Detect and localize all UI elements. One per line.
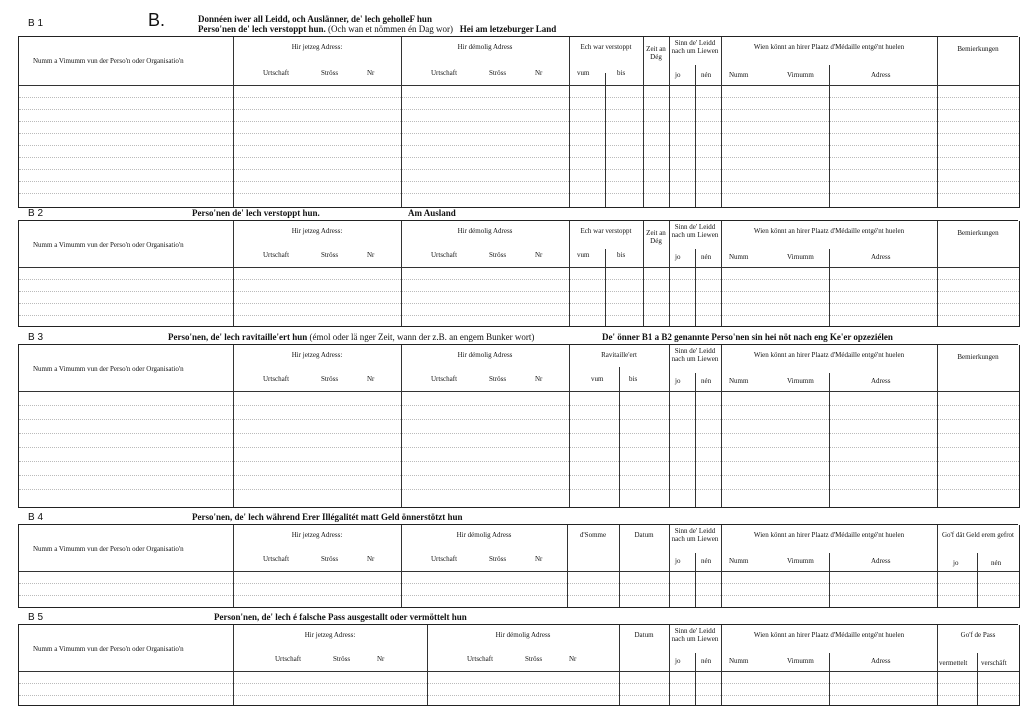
ortschaft-label: Urtschaft bbox=[275, 655, 302, 663]
ortschaft-label: Urtschaft bbox=[263, 375, 290, 383]
row-line bbox=[19, 157, 1019, 158]
section-subtitle bbox=[198, 24, 556, 34]
stross-label: Ströss bbox=[321, 375, 339, 383]
row-line bbox=[19, 695, 1019, 696]
nr-label: Nr bbox=[367, 375, 375, 383]
col-divider bbox=[829, 373, 830, 507]
current-address-header: Hir jetzeg Adress: bbox=[304, 631, 356, 639]
from-label: vum bbox=[577, 69, 590, 77]
previous-address-header: Hir démolig Adress bbox=[457, 351, 513, 359]
row-line bbox=[19, 97, 1019, 98]
col-divider bbox=[829, 553, 830, 607]
firstname-label: Virnumm bbox=[787, 657, 814, 665]
section-b1-header bbox=[18, 10, 1018, 37]
table-b3 bbox=[18, 345, 1020, 508]
surname-label: Numm bbox=[729, 71, 749, 79]
alive-header: Sinn de' Leidd nach um Liewen bbox=[671, 347, 719, 363]
previous-address-header: Hir démolig Adress bbox=[495, 631, 551, 639]
section-note: De' önner B1 a B2 genannte Perso'nen sin hei nöt nach eng Ke'er opzeziélen bbox=[602, 332, 893, 342]
money-returned-header: Go'f dät Geld erem gefrot bbox=[941, 531, 1014, 539]
from-label: vum bbox=[577, 251, 590, 259]
stross-label: Ströss bbox=[321, 555, 339, 563]
ortschaft-label: Urtschaft bbox=[431, 375, 458, 383]
section-b5-header bbox=[18, 610, 1018, 625]
yes-label: jo bbox=[675, 377, 681, 385]
yes-label: jo bbox=[675, 657, 681, 665]
to-label: bis bbox=[629, 375, 638, 383]
row-line bbox=[19, 169, 1019, 170]
previous-address-header: Hir démolig Adress bbox=[457, 43, 513, 51]
stross-label: Ströss bbox=[333, 655, 351, 663]
ortschaft-label: Urtschaft bbox=[263, 251, 290, 259]
stross-label: Ströss bbox=[489, 375, 507, 383]
section-label: B 4 bbox=[28, 512, 44, 523]
row-line bbox=[19, 109, 1019, 110]
address-label: Adress bbox=[871, 71, 891, 79]
row-line bbox=[19, 489, 1019, 490]
no-label: nén bbox=[701, 657, 712, 665]
passport-header: Go'f de Pass bbox=[960, 631, 996, 639]
current-address-header: Hir jetzeg Adress: bbox=[291, 531, 343, 539]
col-divider bbox=[619, 367, 620, 507]
hidden-header: Ech war verstoppt bbox=[580, 227, 632, 235]
yes-label: jo bbox=[953, 559, 959, 567]
no-label: nén bbox=[991, 559, 1002, 567]
col-divider bbox=[721, 625, 722, 705]
section-b1 bbox=[18, 10, 1018, 208]
alive-header: Sinn de' Leidd nach um Liewen bbox=[671, 223, 719, 239]
row-line bbox=[19, 121, 1019, 122]
current-address-header: Hir jetzeg Adress: bbox=[291, 43, 343, 51]
section-title: Perso'nen, de' lech während Erer Illégalitét matt Geld önnerstötzt hun bbox=[192, 512, 463, 522]
current-address-header: Hir jetzeg Adress: bbox=[291, 227, 343, 235]
section-b4 bbox=[18, 510, 1018, 608]
section-b3-header bbox=[18, 330, 1018, 345]
nr-label: Nr bbox=[367, 555, 375, 563]
section-title: Donnéen iwer all Leidd, och Auslänner, de' lech geholleF hun bbox=[198, 14, 432, 24]
section-location: Am Ausland bbox=[408, 208, 456, 218]
row-line bbox=[19, 419, 1019, 420]
surname-label: Numm bbox=[729, 557, 749, 565]
table-b5 bbox=[18, 625, 1020, 706]
subtitle-location: Hei am letzeburger Land bbox=[459, 24, 557, 34]
stross-label: Ströss bbox=[321, 251, 339, 259]
hidden-header: Ech war verstoppt bbox=[580, 43, 632, 51]
nr-label: Nr bbox=[377, 655, 385, 663]
col-divider bbox=[569, 345, 570, 507]
alive-header: Sinn de' Leidd nach um Liewen bbox=[671, 627, 719, 643]
row-line bbox=[19, 279, 1019, 280]
to-label: bis bbox=[617, 69, 626, 77]
remarks-header: Bemierkungen bbox=[957, 45, 999, 53]
no-label: nén bbox=[701, 377, 712, 385]
col-divider bbox=[695, 373, 696, 507]
col-divider bbox=[829, 65, 830, 207]
section-title: Perso'nen de' lech verstoppt hun. bbox=[192, 208, 320, 218]
firstname-label: Virnumm bbox=[787, 377, 814, 385]
row-line bbox=[19, 303, 1019, 304]
ortschaft-label: Urtschaft bbox=[467, 655, 494, 663]
medal-header: Wien könnt an hirer Plaatz d'Médaille entgé'nt huelen bbox=[753, 351, 905, 359]
surname-label: Numm bbox=[729, 253, 749, 261]
medal-header: Wien könnt an hirer Plaatz d'Médaille entgé'nt huelen bbox=[753, 631, 905, 639]
section-label: B 2 bbox=[28, 208, 44, 219]
table-b2 bbox=[18, 221, 1020, 327]
subtitle-part: Perso'nen de' lech verstoppt hun. bbox=[198, 24, 326, 34]
stross-label: Ströss bbox=[489, 69, 507, 77]
yes-label: jo bbox=[675, 71, 681, 79]
table-b1 bbox=[18, 37, 1020, 208]
nr-label: Nr bbox=[535, 69, 543, 77]
medal-header: Wien könnt an hirer Plaatz d'Médaille entgé'nt huelen bbox=[753, 531, 905, 539]
row-line bbox=[19, 475, 1019, 476]
subtitle-note: (Och wan et nömmen én Dag wor) bbox=[328, 24, 453, 34]
sum-header: d'Somme bbox=[579, 531, 607, 539]
section-b4-header bbox=[18, 510, 1018, 525]
section-b2-header bbox=[18, 206, 1018, 221]
nr-label: Nr bbox=[535, 251, 543, 259]
name-column-header: Numm a Vimumm vun der Perso'n oder Organisatio'n bbox=[33, 57, 184, 65]
remarks-header: Bemierkungen bbox=[957, 229, 999, 237]
mediated-label: vermettelt bbox=[939, 659, 968, 667]
date-header: Datum bbox=[634, 531, 654, 539]
section-title: Person'nen, de' lech é falsche Pass ausgestallt oder vermöttelt hun bbox=[214, 612, 467, 622]
stross-label: Ströss bbox=[489, 555, 507, 563]
row-line bbox=[19, 683, 1019, 684]
nr-label: Nr bbox=[569, 655, 577, 663]
alive-header: Sinn de' Leidd nach um Liewen bbox=[671, 527, 719, 543]
to-label: bis bbox=[617, 251, 626, 259]
surname-label: Numm bbox=[729, 657, 749, 665]
time-days-header: Zeit an Dég bbox=[646, 229, 666, 245]
col-divider bbox=[721, 221, 722, 326]
section-b5 bbox=[18, 610, 1018, 706]
medal-header: Wien könnt an hirer Plaatz d'Médaille entgé'nt huelen bbox=[753, 43, 905, 51]
row-line bbox=[19, 315, 1019, 316]
col-divider bbox=[401, 345, 402, 507]
nr-label: Nr bbox=[367, 69, 375, 77]
row-line bbox=[19, 133, 1019, 134]
title-note: (émol oder lä nger Zeit, wann der z.B. an engem Bunker wort) bbox=[309, 332, 535, 342]
col-divider bbox=[401, 221, 402, 326]
yes-label: jo bbox=[675, 557, 681, 565]
previous-address-header: Hir démolig Adress bbox=[457, 227, 513, 235]
col-divider bbox=[233, 345, 234, 507]
row-line bbox=[19, 145, 1019, 146]
row-line bbox=[19, 447, 1019, 448]
section-label: B 3 bbox=[28, 332, 44, 343]
previous-address-header: Hir démolig Adress bbox=[456, 531, 512, 539]
col-divider bbox=[721, 345, 722, 507]
alive-header: Sinn de' Leidd nach um Liewen bbox=[671, 39, 719, 55]
name-column-header: Numm a Vimumm vun der Perso'n oder Organisatio'n bbox=[33, 645, 184, 653]
firstname-label: Virnumm bbox=[787, 71, 814, 79]
surname-label: Numm bbox=[729, 377, 749, 385]
row-line bbox=[19, 595, 1019, 596]
address-label: Adress bbox=[871, 253, 891, 261]
row-line bbox=[19, 405, 1019, 406]
section-b2 bbox=[18, 206, 1018, 328]
col-divider bbox=[829, 653, 830, 705]
time-days-header: Zeit an Dég bbox=[646, 45, 666, 61]
date-header: Datum bbox=[634, 631, 654, 639]
col-divider bbox=[233, 221, 234, 326]
ortschaft-label: Urtschaft bbox=[431, 69, 458, 77]
nr-label: Nr bbox=[535, 375, 543, 383]
col-divider bbox=[569, 221, 570, 326]
section-label: B 5 bbox=[28, 612, 44, 623]
name-column-header: Numm a Vimumm vun der Perso'n oder Organisatio'n bbox=[33, 545, 184, 553]
address-label: Adress bbox=[871, 657, 891, 665]
row-line bbox=[19, 181, 1019, 182]
no-label: nén bbox=[701, 71, 712, 79]
medal-header: Wien könnt an hirer Plaatz d'Médaille entgé'nt huelen bbox=[753, 227, 905, 235]
col-divider bbox=[669, 345, 670, 507]
no-label: nén bbox=[701, 253, 712, 261]
address-label: Adress bbox=[871, 377, 891, 385]
col-divider bbox=[695, 65, 696, 207]
stross-label: Ströss bbox=[321, 69, 339, 77]
firstname-label: Virnumm bbox=[787, 253, 814, 261]
row-line bbox=[19, 193, 1019, 194]
row-line bbox=[19, 291, 1019, 292]
remarks-header: Bemierkungen bbox=[957, 353, 999, 361]
section-label: B 1 bbox=[28, 18, 44, 29]
row-line bbox=[19, 461, 1019, 462]
yes-label: jo bbox=[675, 253, 681, 261]
col-divider bbox=[695, 553, 696, 607]
row-line bbox=[19, 583, 1019, 584]
nr-label: Nr bbox=[367, 251, 375, 259]
provided-label: verschäft bbox=[981, 659, 1007, 667]
name-column-header: Numm a Vimumm vun der Perso'n oder Organisatio'n bbox=[33, 365, 184, 373]
ravitaillert-header: Ravitaille'ert bbox=[601, 351, 637, 359]
stross-label: Ströss bbox=[525, 655, 543, 663]
section-letter: B. bbox=[148, 10, 166, 30]
name-column-header: Numm a Vimumm vun der Perso'n oder Organisatio'n bbox=[33, 241, 184, 249]
nr-label: Nr bbox=[535, 555, 543, 563]
ortschaft-label: Urtschaft bbox=[431, 251, 458, 259]
table-b4 bbox=[18, 525, 1020, 608]
ortschaft-label: Urtschaft bbox=[263, 555, 290, 563]
col-divider bbox=[937, 345, 938, 507]
no-label: nén bbox=[701, 557, 712, 565]
stross-label: Ströss bbox=[489, 251, 507, 259]
section-b3 bbox=[18, 330, 1018, 508]
ortschaft-label: Urtschaft bbox=[431, 555, 458, 563]
row-line bbox=[19, 433, 1019, 434]
col-divider bbox=[605, 73, 606, 207]
col-divider bbox=[977, 653, 978, 705]
section-title bbox=[168, 332, 534, 342]
firstname-label: Virnumm bbox=[787, 557, 814, 565]
col-divider bbox=[695, 653, 696, 705]
current-address-header: Hir jetzeg Adress: bbox=[291, 351, 343, 359]
ortschaft-label: Urtschaft bbox=[263, 69, 290, 77]
title-part: Perso'nen, de' lech ravitaille'ert hun bbox=[168, 332, 308, 342]
col-divider bbox=[977, 553, 978, 607]
from-label: vum bbox=[591, 375, 604, 383]
col-divider bbox=[643, 221, 644, 326]
address-label: Adress bbox=[871, 557, 891, 565]
